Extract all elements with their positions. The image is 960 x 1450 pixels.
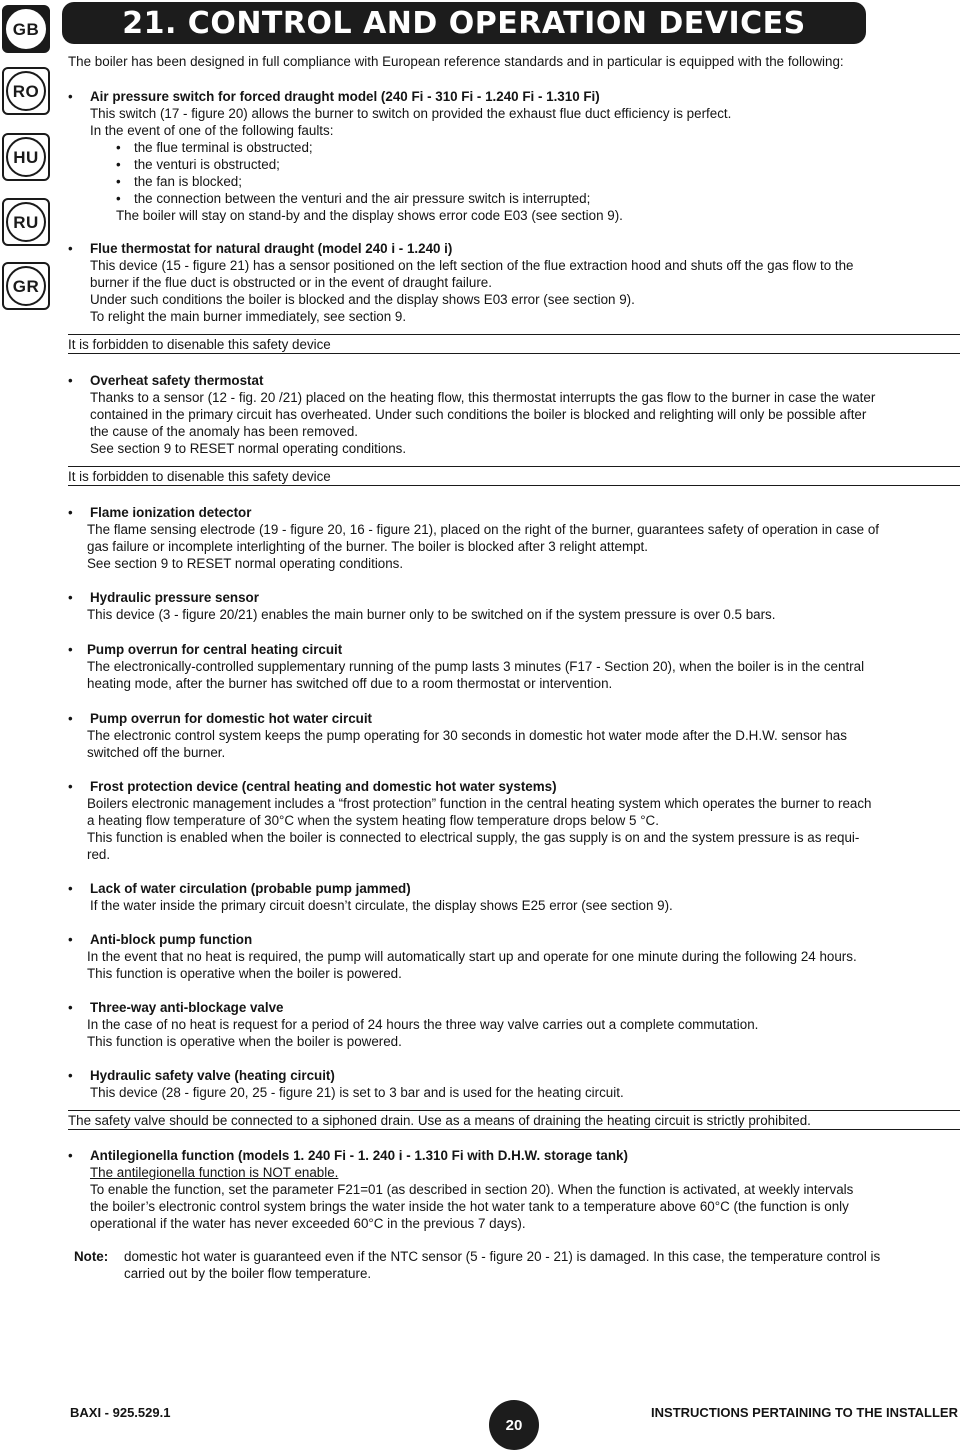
flue-thermostat-heading: Flue thermostat for natural draught (model 240 i - 1.240 i) [90, 241, 453, 256]
note-line: domestic hot water is guaranteed even if the NTC sensor (5 - figure 20 - 21) is damaged. In this case, the temperature control is [124, 1249, 881, 1264]
flue-thermostat-line: This device (15 - figure 21) has a sensor positioned on the left section of the flue extraction hood and shuts off the gas flow to the [90, 258, 854, 273]
safety-valve-text: This device (28 - figure 20, 25 - figure 21) is set to 3 bar and is used for the heating circuit. [90, 1085, 624, 1100]
flue-thermostat-line: To relight the main burner immediately, see section 9. [90, 309, 407, 324]
bullet-icon: • [68, 89, 73, 104]
antiblock-line: This function is operative when the boiler is powered. [87, 966, 402, 981]
divider [68, 353, 960, 354]
air-switch-text: This switch (17 - figure 20) allows the burner to switch on provided the exhaust flue duct efficiency is perfect. [90, 106, 732, 121]
intro-text: The boiler has been designed in full compliance with European reference standards and in particular is equipped with the following: [68, 54, 844, 69]
pump-ch-heading: Pump overrun for central heating circuit [87, 642, 343, 657]
lang-label-ru: RU [6, 202, 46, 242]
frost-section [68, 778, 960, 795]
safety-valve-heading: Hydraulic safety valve (heating circuit) [90, 1068, 335, 1083]
flame-heading: Flame ionization detector [90, 505, 252, 520]
flame-line: gas failure or incomplete interlighting of the burner. The boiler is blocked after 3 relight attempt. [87, 539, 648, 554]
page-title: 21. CONTROL AND OPERATION DEVICES [122, 5, 806, 41]
bullet-icon: • [68, 932, 73, 947]
fault-item: • the venturi is obstructed; [116, 157, 280, 172]
bullet-icon: • [68, 373, 73, 388]
section-header [62, 2, 866, 44]
pump-dhw-line: The electronic control system keeps the pump operating for 30 seconds in domestic hot water mode after the D.H.W. sensor has [87, 728, 847, 743]
fault-item: • the flue terminal is obstructed; [116, 140, 313, 155]
bullet-icon: • [68, 711, 73, 726]
divider [68, 1110, 960, 1111]
overheat-heading: Overheat safety thermostat [90, 373, 264, 388]
antilegionella-heading: Antilegionella function (models 1. 240 Fi - 1. 240 i - 1.310 Fi with D.H.W. storage tank) [90, 1148, 628, 1163]
lang-label-gb: GB [6, 9, 46, 49]
hydraulic-sensor-text: This device (3 - figure 20/21) enables the main burner only to be switched on if the system pressure is over 0.5 bars. [87, 607, 776, 622]
pump-ch-line: heating mode, after the burner has switched off due to a room thermostat or intervention. [87, 676, 613, 691]
flame-line: See section 9 to RESET normal operating conditions. [87, 556, 404, 571]
overheat-line: the cause of the anomaly has been removed. [90, 424, 358, 439]
pump-dhw-heading: Pump overrun for domestic hot water circuit [90, 711, 372, 726]
lang-tab-gb[interactable] [2, 5, 50, 53]
overheat-line: contained in the primary circuit has overheated. Under such conditions the boiler is blocked and relighting will only be possible after [90, 407, 867, 422]
lang-tab-ro[interactable] [2, 67, 50, 115]
frost-body [68, 795, 960, 863]
threeway-section [68, 999, 960, 1016]
bullet-icon: • [68, 241, 73, 256]
lang-tab-gr[interactable] [2, 262, 50, 310]
bullet-icon: • [68, 642, 73, 657]
bullet-icon: • [116, 140, 121, 155]
flue-thermostat-line: Under such conditions the boiler is blocked and the display shows E03 error (see section 9). [90, 292, 635, 307]
footer-doc-code: BAXI - 925.529.1 [70, 1405, 171, 1420]
safety-valve-section [68, 1067, 960, 1101]
flame-body [68, 521, 960, 572]
frost-line: Boilers electronic management includes a “frost protection” function in the central heating system which operates the burner to reach [87, 796, 872, 811]
frost-heading: Frost protection device (central heating and domestic hot water systems) [90, 779, 557, 794]
threeway-body [68, 1016, 960, 1050]
hydraulic-sensor-heading: Hydraulic pressure sensor [90, 590, 259, 605]
antiblock-body [68, 948, 960, 982]
pump-ch-line: The electronically-controlled supplementary running of the pump lasts 3 minutes (F17 - Section 20), when the boiler is in the central [87, 659, 865, 674]
lack-water-text: If the water inside the primary circuit doesn’t circulate, the display shows E25 error (see section 9). [90, 898, 673, 913]
overheat-line: See section 9 to RESET normal operating conditions. [90, 441, 407, 456]
antilegionella-section [68, 1147, 960, 1232]
bullet-icon: • [68, 1000, 73, 1015]
threeway-heading: Three-way anti-blockage valve [90, 1000, 284, 1015]
bullet-icon: • [68, 881, 73, 896]
page-number: 20 [505, 1416, 523, 1434]
divider [68, 1129, 960, 1130]
lang-label-hu: HU [6, 137, 46, 177]
divider [68, 466, 960, 467]
threeway-line: This function is operative when the boiler is powered. [87, 1034, 402, 1049]
bullet-icon: • [68, 1068, 73, 1083]
air-switch-faults-intro: In the event of one of the following faults: [90, 123, 334, 138]
pump-dhw-section [68, 710, 960, 727]
lack-water-heading: Lack of water circulation (probable pump jammed) [90, 881, 411, 896]
air-switch-heading: Air pressure switch for forced draught model (240 Fi - 310 Fi - 1.240 Fi - 1.310 Fi) [90, 89, 600, 104]
fault-item: • the connection between the venturi and the air pressure switch is interrupted; [116, 191, 591, 206]
overheat-line: Thanks to a sensor (12 - fig. 20 /21) placed on the heating flow, this thermostat interrupts the gas flow to the burner in case the water [90, 390, 876, 405]
lang-tab-hu[interactable] [2, 133, 50, 181]
drain-note: The safety valve should be connected to a siphoned drain. Use as a means of draining the heating circuit is strictly prohibited. [68, 1113, 811, 1128]
document-body [68, 53, 960, 1282]
bullet-icon: • [116, 191, 121, 206]
flame-section [68, 504, 960, 521]
page-number-badge [489, 1400, 539, 1450]
note-label: Note: [74, 1249, 109, 1264]
footer-section-title: INSTRUCTIONS PERTAINING TO THE INSTALLER [651, 1405, 958, 1420]
note-block [68, 1248, 960, 1282]
lang-label-gr: GR [6, 266, 46, 306]
antilegionella-line: To enable the function, set the parameter F21=01 (as described in section 20). When the function is activated, at weekly intervals [90, 1182, 854, 1197]
antiblock-heading: Anti-block pump function [90, 932, 253, 947]
threeway-line: In the case of no heat is request for a period of 24 hours the three way valve carries out a complete commutation. [87, 1017, 759, 1032]
pump-dhw-body [68, 727, 960, 761]
pump-dhw-line: switched off the burner. [87, 745, 226, 760]
frost-line: a heating flow temperature of 30°C when the system heating flow temperature drops below 5 °C. [87, 813, 659, 828]
divider [68, 334, 960, 335]
lack-water-section [68, 880, 960, 914]
bullet-icon: • [116, 157, 121, 172]
frost-line: red. [87, 847, 111, 862]
bullet-icon: • [68, 779, 73, 794]
forbidden-warning: It is forbidden to disenable this safety device [68, 337, 331, 352]
hydraulic-sensor-section [68, 589, 960, 606]
bullet-icon: • [68, 1148, 73, 1163]
divider [68, 485, 960, 486]
air-switch-outcome: The boiler will stay on stand-by and the display shows error code E03 (see section 9). [116, 208, 623, 223]
antiblock-line: In the event that no heat is required, the pump will automatically start up and operate for one minute during the following 24 hours. [87, 949, 857, 964]
pump-ch-section [68, 641, 960, 692]
antilegionella-line: operational if the water has never exceeded 60°C in the previous 7 days). [90, 1216, 526, 1231]
bullet-icon: • [68, 590, 73, 605]
bullet-icon: • [116, 174, 121, 189]
lang-label-ro: RO [6, 71, 46, 111]
air-switch-section [68, 88, 960, 139]
lang-tab-ru[interactable] [2, 198, 50, 246]
note-line: carried out by the boiler flow temperature. [124, 1266, 372, 1281]
fault-item: • the fan is blocked; [116, 174, 242, 189]
overheat-section [68, 372, 960, 457]
flame-line: The flame sensing electrode (19 - figure 20, 16 - figure 21), placed on the right of the burner, guarantees safety of operation in case of [87, 522, 880, 537]
antiblock-section [68, 931, 960, 948]
antilegionella-line: the boiler’s electronic control system brings the water inside the hot water tank to a temperature above 60°C (the function is only [90, 1199, 849, 1214]
flue-thermostat-section [68, 240, 960, 325]
frost-line: This function is enabled when the boiler is connected to electrical supply, the gas supply is on and the system pressure is as requi- [87, 830, 860, 845]
flue-thermostat-line: burner if the flue duct is obstructed or in the event of draught failure. [90, 275, 492, 290]
antilegionella-not-enabled: The antilegionella function is NOT enable. [90, 1165, 339, 1180]
forbidden-warning: It is forbidden to disenable this safety device [68, 469, 331, 484]
bullet-icon: • [68, 505, 73, 520]
